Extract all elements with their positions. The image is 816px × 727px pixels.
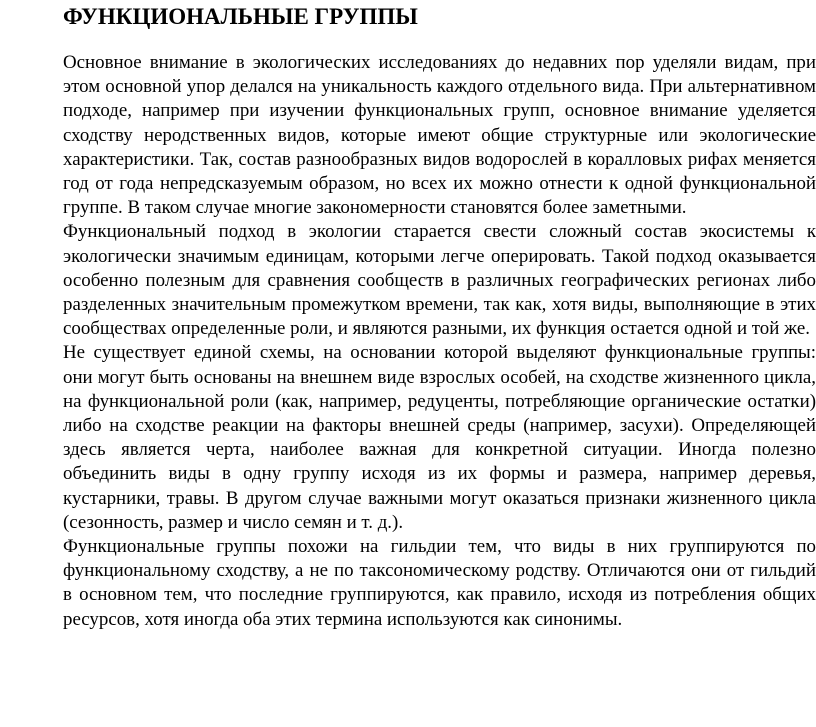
- document-body: [63, 51, 816, 632]
- page-title: ФУНКЦИОНАЛЬНЫЕ ГРУППЫ: [63, 4, 418, 29]
- paragraph-species-focus: Основное внимание в экологических исследованиях до недавних пор уделяли видам, при этом основной упор делался на уникальность каждого отдельного вида. При альтернативном подходе, например при изучении функциональных групп, основное внимание уделяется сходству неродственных видов, которые имеют общие структурные или экологические характеристики. Так, состав разнообразных видов водорослей в коралловых рифах меняется год от года непредсказуемым образом, но всех их можно отнести к одной функциональной группе. В таком случае многие закономерности становятся более заметными.: [63, 52, 816, 219]
- paragraph-guilds-comparison: Функциональные группы похожи на гильдии тем, что виды в них группируются по функциональному сходству, а не по таксономическому родству. Отличаются они от гильдий в основном тем, что последние группируются, как правило, исходя из потребления общих ресурсов, хотя иногда оба этих термина используются как синонимы.: [63, 536, 816, 630]
- paragraph-classification-schemes: Не существует единой схемы, на основании которой выделяют функциональные группы: они могут быть основаны на внешнем виде взрослых особей, на сходстве жизненного цикла, на функциональной роли (как, например, редуценты, потребляющие органические остатки) либо на сходстве реакции на факторы внешней среды (например, засухи). Определяющей здесь является черта, наиболее важная для конкретной ситуации. Иногда полезно объединить виды в одну группу исходя из их формы и размера, например деревья, кустарники, травы. В другом случае важными могут оказаться признаки жизненного цикла (сезонность, размер и число семян и т. д.).: [63, 342, 816, 533]
- paragraph-functional-approach: Функциональный подход в экологии старается свести сложный состав экосистемы к экологически значимым единицам, которыми легче оперировать. Такой подход оказывается особенно полезным для сравнения сообществ в различных географических регионах либо разделенных значительным промежутком времени, так как, хотя виды, выполняющие в этих сообществах определенные роли, и являются разными, их функция остается одной и той же.: [63, 221, 816, 340]
